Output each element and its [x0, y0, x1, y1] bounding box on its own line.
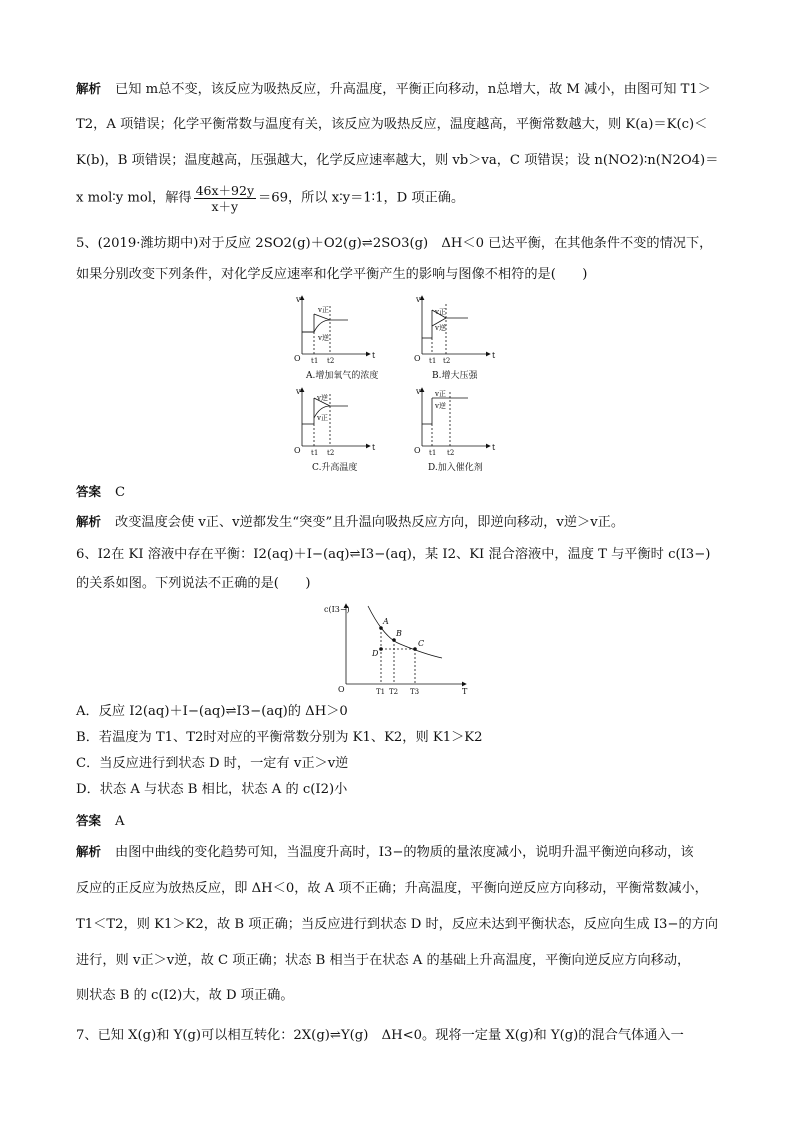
axis-t: t: [492, 351, 496, 360]
point-d: [379, 647, 383, 651]
point-b: [392, 638, 396, 642]
fraction: [194, 183, 256, 214]
q6-explanation-line-2: 反应的正反应为放热反应，即 ΔH＜0，故 A 项不正确；升高温度，平衡向逆反应方向移动，平衡常数减小，: [76, 881, 708, 896]
answer-value: C: [115, 485, 126, 500]
text: ＝69，所以 x∶y＝1∶1，D 项正确。: [258, 190, 465, 206]
q5-answer: [76, 483, 125, 502]
label-v-zheng: v正: [318, 306, 329, 314]
answer-label: 答案: [76, 484, 102, 499]
answer-value: A: [115, 814, 125, 829]
q6-graph-lines: [346, 604, 466, 684]
q6-option-b: B．若温度为 T1、T2时对应的平衡常数分别为 K1、K2，则 K1＞K2: [76, 730, 483, 745]
axis-t: t: [372, 351, 376, 360]
explanation-line-1: [76, 80, 711, 99]
q5-graph-a-labels: [294, 295, 378, 381]
x-axis-label: T: [462, 687, 468, 696]
q5-stem-line-1: 5、(2019·潍坊期中)对于反应 2SO2(g)＋O2(g)⇌2SO3(g) ΔH＜0 已达平衡，在其他条件不变的情况下，: [76, 236, 713, 251]
q6-stem-line-1: 6、I2在 KI 溶液中存在平衡：I2(aq)＋I−(aq)⇌I3−(aq)，某 I2、KI 混合溶液中，温度 T 与平衡时 c(I3−): [76, 547, 711, 562]
tick-t3: T3: [410, 688, 420, 696]
label-a: A: [383, 617, 389, 626]
q5-explanation: [76, 513, 624, 532]
q5-graph-d: [422, 388, 490, 446]
q5-graph-c-labels: [294, 387, 376, 472]
axis-t: t: [372, 443, 376, 452]
explanation-line-4: [76, 183, 464, 214]
q7-stem-line-1: 7、已知 X(g)和 Y(g)可以相互转化：2X(g)⇌Y(g) ΔH<0。现将一定量 X(g)和 Y(g)的混合气体通入一: [76, 1028, 684, 1043]
caption-c: C.升高温度: [312, 463, 358, 472]
explanation-label: 解析: [76, 514, 102, 529]
q5-graph-a: [302, 296, 370, 354]
q6-explanation-line-1: [76, 843, 694, 862]
q6-stem-line-2: 的关系如图。下列说法不正确的是( ): [76, 576, 311, 591]
text: 改变温度会使 v正、v逆都发生“突变”且升温向吸热反应方向，即逆向移动，v逆＞v正。: [115, 515, 625, 530]
tick-t2: T2: [389, 688, 399, 696]
caption-a: A.增加氧气的浓度: [306, 371, 379, 381]
q6-option-a: A．反应 I2(aq)＋I−(aq)⇌I3−(aq)的 ΔH＞0: [76, 704, 348, 719]
origin: O: [294, 446, 301, 455]
tick-t1: t1: [311, 449, 319, 457]
fraction-denominator: x＋y: [211, 199, 239, 214]
label-v-zheng: v正: [317, 414, 328, 422]
q5-graph-b: [422, 296, 490, 354]
axis-v: v: [296, 295, 301, 304]
tick-t1: t1: [311, 357, 319, 365]
label-v-ni: v逆: [435, 324, 446, 332]
label-d: D: [372, 649, 379, 658]
q5-stem-line-2: 如果分别改变下列条件，对化学反应速率和化学平衡产生的影响与图像不相符的是( ): [76, 267, 588, 282]
label-v-ni: v逆: [317, 394, 328, 402]
tick-t1: t1: [429, 449, 437, 457]
label-b: B: [396, 629, 402, 638]
text: 已知 m总不变，该反应为吸热反应，升高温度，平衡正向移动，n总增大，故 M 减小，由图可知 T1＞: [115, 82, 711, 97]
axis-v: v: [296, 387, 301, 396]
tick-t2: t2: [447, 449, 455, 457]
answer-label: 答案: [76, 813, 102, 828]
label-v-ni: v逆: [318, 334, 329, 342]
tick-t1: t1: [429, 357, 437, 365]
q6-explanation-line-3: T1＜T2，则 K1＞K2，故 B 项正确；当反应进行到状态 D 时，反应未达到平衡状态，反应向生成 I3−的方向: [76, 917, 719, 932]
origin: O: [414, 354, 421, 363]
origin: O: [338, 685, 345, 694]
q5-graph-c: [302, 388, 370, 446]
label-c: C: [418, 639, 425, 648]
axis-v: v: [416, 295, 421, 304]
q6-explanation-line-5: 则状态 B 的 c(I2)大，故 D 项正确。: [76, 988, 294, 1003]
tick-t1: T1: [376, 688, 386, 696]
axis-t: t: [492, 443, 496, 452]
label-v-zheng: v正: [435, 308, 446, 316]
q6-answer: [76, 812, 125, 831]
text: x mol∶y mol，解得: [76, 190, 192, 206]
explanation-line-3: K(b)，B 项错误；温度越高，压强越大，化学反应速率越大，则 vb＞va，C 项错误；设 n(NO2)∶n(N2O4)＝: [76, 153, 719, 168]
tick-t2: t2: [327, 357, 335, 365]
point-a: [379, 626, 383, 630]
label-v-ni: v逆: [435, 402, 446, 410]
caption-d: D.加入催化剂: [428, 463, 483, 472]
explanation-label: 解析: [76, 81, 102, 96]
tick-t2: t2: [327, 449, 335, 457]
q6-explanation-line-4: 进行，则 v正＞v逆，故 C 项正确；状态 B 相当于在状态 A 的基础上升高温度，平衡向逆反应方向移动，: [76, 953, 691, 968]
explanation-line-2: T2，A 项错误；化学平衡常数与温度有关，该反应为吸热反应，温度越高，平衡常数越大，则 K(a)＝K(c)＜: [76, 117, 708, 132]
label-v-zheng: v正: [435, 390, 446, 398]
q6-option-d: D．状态 A 与状态 B 相比，状态 A 的 c(I2)小: [76, 782, 348, 797]
point-c: [413, 647, 417, 651]
q6-graph: [318, 600, 478, 696]
caption-b: B.增大压强: [432, 371, 478, 381]
q5-graph-d-labels: [414, 387, 496, 472]
axis-v: v: [416, 387, 421, 396]
origin: O: [294, 354, 301, 363]
q5-figure: [290, 292, 510, 472]
fraction-numerator: 46x＋92y: [195, 183, 255, 198]
q6-option-c: C．当反应进行到状态 D 时，一定有 v正＞v逆: [76, 756, 349, 771]
tick-t2: t2: [443, 357, 451, 365]
explanation-label: 解析: [76, 844, 102, 859]
text: 由图中曲线的变化趋势可知，当温度升高时，I3−的物质的量浓度减小，说明升温平衡逆向移动，该: [115, 845, 694, 860]
y-axis-label: c(I3−): [324, 605, 350, 614]
origin: O: [414, 446, 421, 455]
